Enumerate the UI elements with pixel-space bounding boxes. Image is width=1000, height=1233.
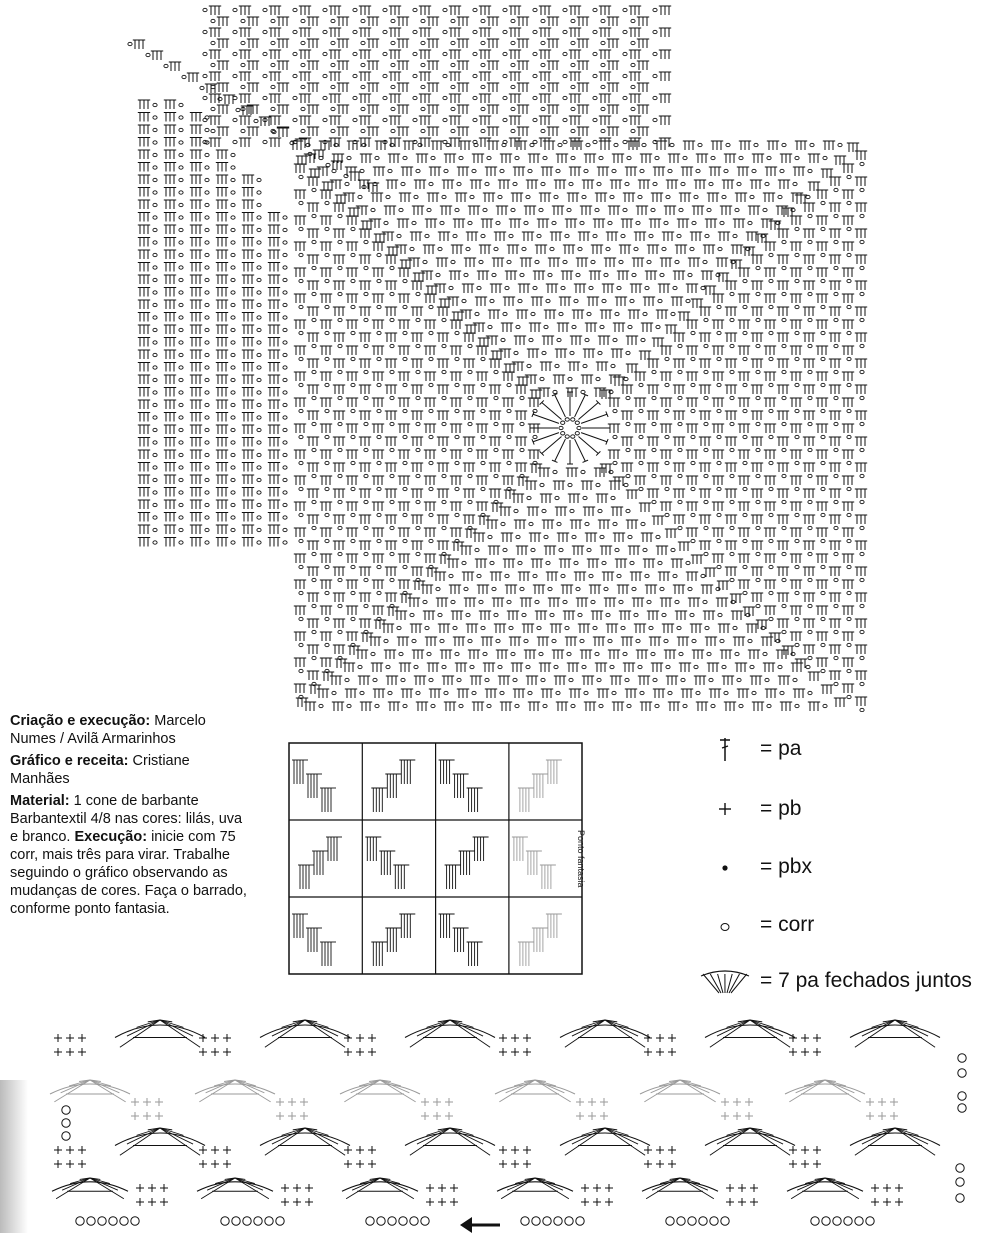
recipe-text (10, 712, 248, 922)
border-right (495, 1020, 940, 1225)
fan-7-pa-icon (693, 966, 757, 996)
credits-chart: Gráfico e receita: Cristiane Manhães (10, 753, 190, 787)
legend-row-pb (690, 792, 801, 826)
legend-text-pb: = pb (760, 797, 802, 820)
grid-cell (439, 914, 483, 966)
arrow-left-icon (460, 1217, 500, 1233)
grid-cell (518, 914, 562, 966)
grid-cell (365, 837, 409, 889)
legend-text-pa: = pa (760, 737, 802, 760)
border-crochet-chart (0, 1000, 1000, 1233)
legend-text-pbx: = pbx (760, 855, 812, 878)
border-left (50, 1020, 495, 1225)
pb-icon (710, 794, 740, 824)
legend-row-corr (690, 908, 814, 942)
legend-row-fan (690, 964, 972, 998)
center-flower (530, 392, 610, 464)
grid-cell (371, 760, 415, 812)
credits-creation: Criação e execução: Marcelo Numes / Avilã Armarinhos (10, 713, 206, 747)
grid-cell (512, 837, 556, 889)
grid-caption: Ponto fantasia (576, 830, 586, 888)
grid-cell (445, 837, 489, 889)
legend-text-corr: = corr (760, 913, 815, 936)
grid-cell (371, 914, 415, 966)
corr-icon (710, 910, 740, 940)
symbol-legend (690, 730, 995, 1000)
pbx-icon (710, 852, 740, 882)
grid-cell (292, 914, 336, 966)
grid-cell (292, 760, 336, 812)
stitch-pattern-grid (288, 742, 584, 976)
grid-cell (439, 760, 483, 812)
grid-cell (518, 760, 562, 812)
legend-row-pa (690, 732, 801, 766)
chart-stitches (128, 6, 867, 712)
material-text: Material: 1 cone de barbante Barbantextil 4/8 nas cores: lilás, uva e branco. Execução: inicie com 75 corr, mais três para virar. Trabalhe seguindo o gráfico observando as mudanças de cores. Faça o barrado, conforme ponto fantasia. (10, 793, 247, 917)
page-shadow (0, 1080, 28, 1233)
legend-text-fan: = 7 pa fechados juntos (760, 969, 972, 992)
legend-row-pbx (690, 850, 812, 884)
pa-icon (710, 734, 740, 764)
grid-cell (298, 837, 342, 889)
